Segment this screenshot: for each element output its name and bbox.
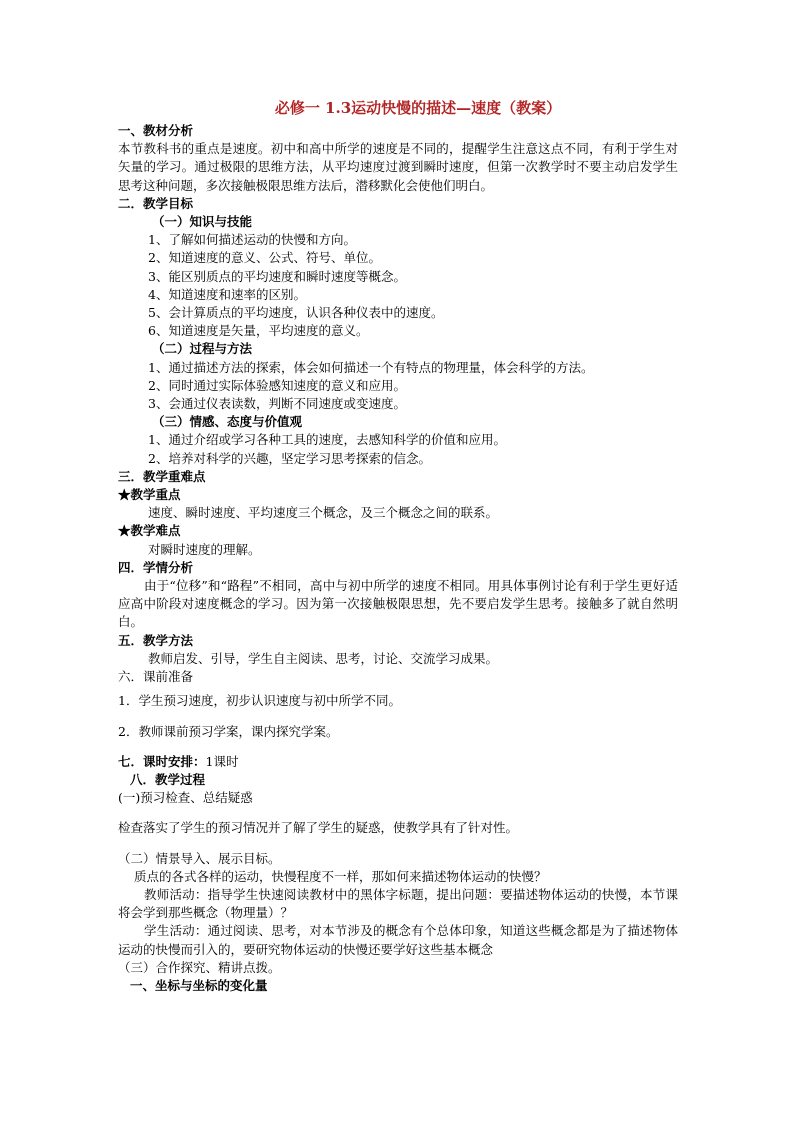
document-title: 必修一 1.3运动快慢的描述—速度（教案） [274, 99, 562, 117]
section-8-heading: 八．教学过程 [130, 771, 206, 787]
difficult-points-text: 对瞬时速度的理解。 [148, 541, 261, 557]
key-points-label: ★教学重点 [118, 487, 181, 503]
process-part-2-intro: 质点的各式各样的运动，快慢程度不一样，那如何来描述物体运动的快慢？ [134, 868, 547, 884]
list-item: 5、会计算质点的平均速度，认识各种仪表中的速度。 [148, 305, 444, 321]
list-item: 2、同时通过实际体验感知速度的意义和应用。 [148, 377, 406, 393]
section-4-paragraph: 由于“位移”和“路程”不相同，高中与初中所学的速度不相同。用具体事例讨论有利于学生更好适应高中阶段对速度概念的学习。因为第一次接触极限思想，先不要启发学生思考。接触多了就自然明白。 [118, 578, 678, 630]
section-5-text: 教师启发、引导，学生自主阅读、思考，讨论、交流学习成果。 [148, 650, 499, 666]
section-7-value: 1课时 [205, 753, 239, 769]
list-item: 3、会通过仪表读数，判断不同速度或变速度。 [148, 396, 406, 412]
key-points-text: 速度、瞬时速度、平均速度三个概念，及三个概念之间的联系。 [148, 505, 499, 521]
section-7-row [118, 753, 678, 771]
prep-item-2: 2．教师课前预习学案，课内探究学案。 [118, 723, 339, 739]
list-item: 1、通过介绍或学习各种工具的速度，去感知科学的价值和应用。 [148, 432, 506, 448]
section-1-heading: 一、教材分析 [118, 123, 194, 138]
process-part-1-text: 检查落实了学生的预习情况并了解了学生的疑惑，使教学具有了针对性。 [118, 820, 519, 836]
list-item: 3、能区别质点的平均速度和瞬时速度等概念。 [148, 268, 406, 284]
section-2-heading: 二．教学目标 [118, 195, 194, 211]
process-teacher-activity: 教师活动：指导学生快速阅读教材中的黑体字标题，提出问题：要描述物体运动的快慢，本节课将会学到那些概念（物理量）？ [118, 886, 678, 921]
section-7-heading: 七．课时安排： [118, 753, 206, 769]
section-4-heading: 四．学情分析 [118, 559, 194, 575]
list-item: 4、知道速度和速率的区别。 [148, 286, 306, 302]
section-3-heading: 三．教学重难点 [118, 468, 206, 484]
list-item: 1、通过描述方法的探索，体会如何描述一个有特点的物理量，体会科学的方法。 [148, 359, 594, 375]
subsection-process-methods: （二）过程与方法 [152, 341, 253, 357]
list-item: 2、培养对科学的兴趣，坚定学习思考探索的信念。 [148, 450, 431, 466]
section-6-heading: 六．课前准备 [118, 669, 194, 685]
process-part-2-label: （二）情景导入、展示目标。 [118, 850, 281, 866]
process-student-activity: 学生活动：通过阅读、思考，对本节涉及的概念有个总体印象，知道这些概念都是为了描述物体运动的快慢而引入的，要研究物体运动的快慢还要学好这些基本概念 [118, 923, 678, 957]
process-part-3-subheading: 一、坐标与坐标的变化量 [130, 977, 268, 993]
process-part-3-label: （三）合作探究、精讲点拨。 [118, 959, 281, 975]
subsection-emotion-values: （三）情感、态度与价值观 [152, 414, 303, 430]
difficult-points-label: ★教学难点 [118, 523, 181, 539]
section-5-heading: 五．教学方法 [118, 632, 194, 648]
list-item: 6、知道速度是矢量，平均速度的意义。 [148, 323, 369, 339]
list-item: 2、知道速度的意义、公式、符号、单位。 [148, 250, 381, 266]
document-page [118, 98, 678, 995]
section-1-paragraph: 本节教科书的重点是速度。初中和高中所学的速度是不同的，提醒学生注意这点不同，有利于学生对矢量的学习。通过极限的思维方法，从平均速度过渡到瞬时速度，但第一次教学时不要主动启发学生思考这种问题，多次接触极限思维方法后，潜移默化会使他们明白。 [118, 141, 678, 193]
process-part-1-label: (一)预习检查、总结疑惑 [118, 790, 253, 806]
subsection-knowledge-skills: （一）知识与技能 [152, 214, 253, 230]
list-item: 1、了解如何描述运动的快慢和方向。 [148, 232, 356, 248]
prep-item-1: 1．学生预习速度，初步认识速度与初中所学不同。 [118, 693, 401, 709]
